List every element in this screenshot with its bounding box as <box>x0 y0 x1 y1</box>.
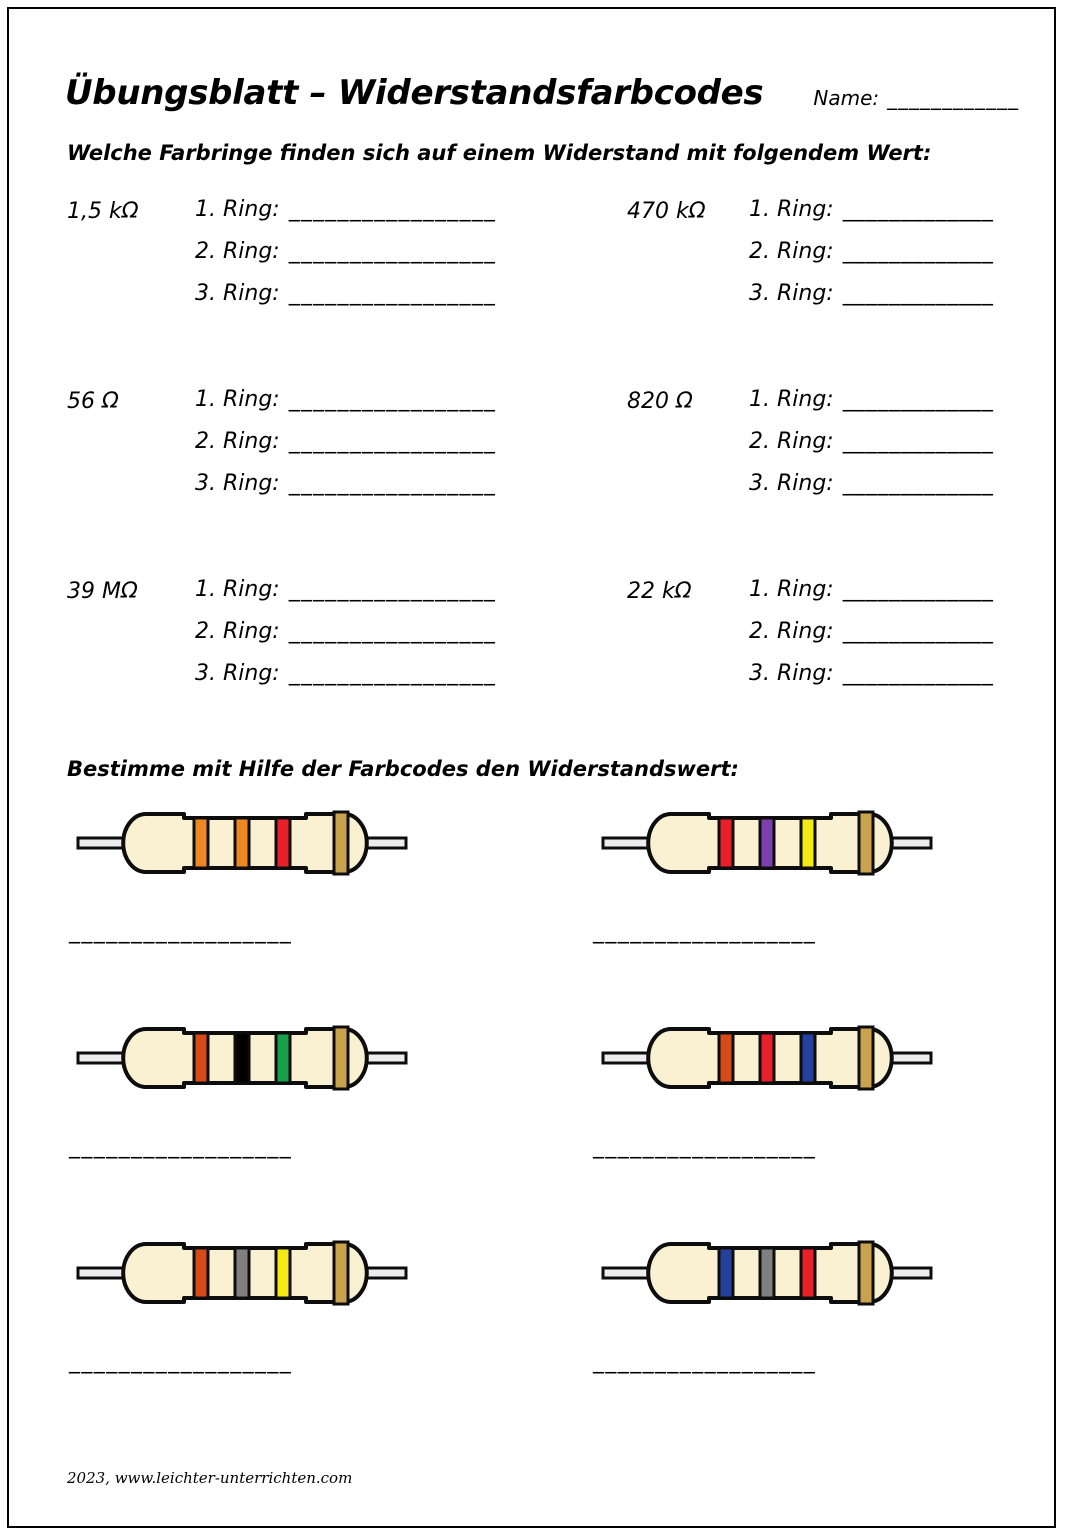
ring-answer-blank[interactable]: _____________ <box>842 661 994 686</box>
ring-answer-blank[interactable]: _____________ <box>842 429 994 454</box>
ring-answer-line <box>749 619 994 661</box>
ring-answer-line <box>195 239 496 281</box>
ring-answer-list <box>195 387 496 513</box>
worksheet-header <box>65 57 1020 113</box>
ring-label: 1. Ring: <box>749 387 834 412</box>
ring-answer-line <box>749 471 994 513</box>
ring-answer-line <box>195 197 496 239</box>
ring-answer-line <box>749 661 994 703</box>
resistance-value: 56 Ω <box>67 389 119 414</box>
ring-label: 3. Ring: <box>749 661 834 686</box>
ring-answer-blank[interactable]: _________________ <box>288 471 497 496</box>
ring-label: 1. Ring: <box>749 577 834 602</box>
resistor-4-icon <box>597 1022 937 1094</box>
footer-credit: 2023, www.leichter-unterrichten.com <box>67 1469 353 1487</box>
ring-answer-blank[interactable]: _____________ <box>842 471 994 496</box>
resistor-3-icon <box>72 1022 412 1094</box>
name-input-blank[interactable]: ____________ <box>887 86 1020 110</box>
ring-answer-line <box>195 281 496 323</box>
exercise-row <box>67 197 1019 387</box>
ring-answer-blank[interactable]: _____________ <box>842 239 994 264</box>
section-2-prompt: Bestimme mit Hilfe der Farbcodes den Widerstandswert: <box>67 757 739 781</box>
exercise-item <box>627 577 1019 767</box>
ring-label: 1. Ring: <box>195 387 280 412</box>
resistor-row <box>67 1237 1019 1452</box>
ring-label: 2. Ring: <box>195 429 280 454</box>
ring-answer-blank[interactable]: _________________ <box>288 197 497 222</box>
ring-answer-line <box>749 387 994 429</box>
ring-answer-line <box>749 577 994 619</box>
ring-label: 1. Ring: <box>749 197 834 222</box>
section-1-prompt: Welche Farbringe finden sich auf einem Widerstand mit folgendem Wert: <box>67 141 932 165</box>
ring-answer-line <box>195 471 496 513</box>
ring-label: 2. Ring: <box>195 239 280 264</box>
ring-label: 2. Ring: <box>195 619 280 644</box>
page-title: Übungsblatt – Widerstandsfarbcodes <box>65 73 764 113</box>
ring-answer-line <box>749 239 994 281</box>
ring-answer-list <box>749 387 994 513</box>
resistor-value-blank[interactable]: __________________ <box>69 1134 293 1159</box>
resistance-value: 470 kΩ <box>627 199 706 224</box>
resistor-value-blank[interactable]: __________________ <box>69 1349 293 1374</box>
resistor-value-blank[interactable]: __________________ <box>69 919 293 944</box>
resistor-6-icon <box>597 1237 937 1309</box>
ring-answer-line <box>195 387 496 429</box>
ring-label: 3. Ring: <box>749 281 834 306</box>
ring-answer-line <box>195 577 496 619</box>
ring-label: 3. Ring: <box>195 281 280 306</box>
ring-answer-blank[interactable]: _________________ <box>288 577 497 602</box>
ring-answer-list <box>195 197 496 323</box>
exercise-row <box>67 387 1019 577</box>
resistor-item <box>67 807 597 1022</box>
resistance-value: 22 kΩ <box>627 579 692 604</box>
ring-answer-list <box>749 197 994 323</box>
ring-label: 3. Ring: <box>195 661 280 686</box>
ring-label: 2. Ring: <box>749 619 834 644</box>
ring-answer-line <box>749 281 994 323</box>
ring-answer-line <box>749 197 994 239</box>
ring-answer-line <box>195 619 496 661</box>
resistor-item <box>593 1237 1019 1452</box>
ring-answer-blank[interactable]: _____________ <box>842 577 994 602</box>
resistor-item <box>67 1022 597 1237</box>
resistance-value: 820 Ω <box>627 389 693 414</box>
exercise-item <box>67 197 627 387</box>
exercise-item <box>627 197 1019 387</box>
exercise-row <box>67 577 1019 767</box>
ring-answer-blank[interactable]: _________________ <box>288 387 497 412</box>
resistor-row <box>67 807 1019 1022</box>
ring-label: 3. Ring: <box>749 471 834 496</box>
resistor-item <box>593 1022 1019 1237</box>
ring-label: 3. Ring: <box>195 471 280 496</box>
ring-answer-list <box>749 577 994 703</box>
ring-answer-blank[interactable]: _____________ <box>842 387 994 412</box>
ring-answer-line <box>195 661 496 703</box>
worksheet-page <box>7 7 1056 1528</box>
resistor-item <box>67 1237 597 1452</box>
ring-label: 1. Ring: <box>195 197 280 222</box>
resistor-value-blank[interactable]: __________________ <box>593 1349 817 1374</box>
resistance-value: 39 MΩ <box>67 579 138 604</box>
name-label: Name: <box>813 86 880 110</box>
ring-answer-list <box>195 577 496 703</box>
exercise-item <box>67 387 627 577</box>
ring-answer-blank[interactable]: _________________ <box>288 429 497 454</box>
ring-answer-blank[interactable]: _________________ <box>288 619 497 644</box>
resistor-2-icon <box>597 807 937 879</box>
ring-exercise-grid <box>67 197 1019 767</box>
ring-answer-blank[interactable]: _____________ <box>842 619 994 644</box>
resistor-value-blank[interactable]: __________________ <box>593 1134 817 1159</box>
exercise-item <box>67 577 627 767</box>
exercise-item <box>627 387 1019 577</box>
name-field-group <box>813 86 1019 113</box>
resistor-row <box>67 1022 1019 1237</box>
ring-label: 2. Ring: <box>749 429 834 454</box>
ring-label: 2. Ring: <box>749 239 834 264</box>
ring-answer-blank[interactable]: _____________ <box>842 281 994 306</box>
ring-answer-blank[interactable]: _____________ <box>842 197 994 222</box>
resistor-value-blank[interactable]: __________________ <box>593 919 817 944</box>
resistor-exercise-grid <box>67 807 1019 1452</box>
ring-answer-blank[interactable]: _________________ <box>288 281 497 306</box>
resistor-item <box>593 807 1019 1022</box>
ring-answer-blank[interactable]: _________________ <box>288 239 497 264</box>
ring-answer-line <box>749 429 994 471</box>
ring-answer-line <box>195 429 496 471</box>
resistor-5-icon <box>72 1237 412 1309</box>
ring-label: 1. Ring: <box>195 577 280 602</box>
resistor-1-icon <box>72 807 412 879</box>
resistance-value: 1,5 kΩ <box>67 199 139 224</box>
ring-answer-blank[interactable]: _________________ <box>288 661 497 686</box>
